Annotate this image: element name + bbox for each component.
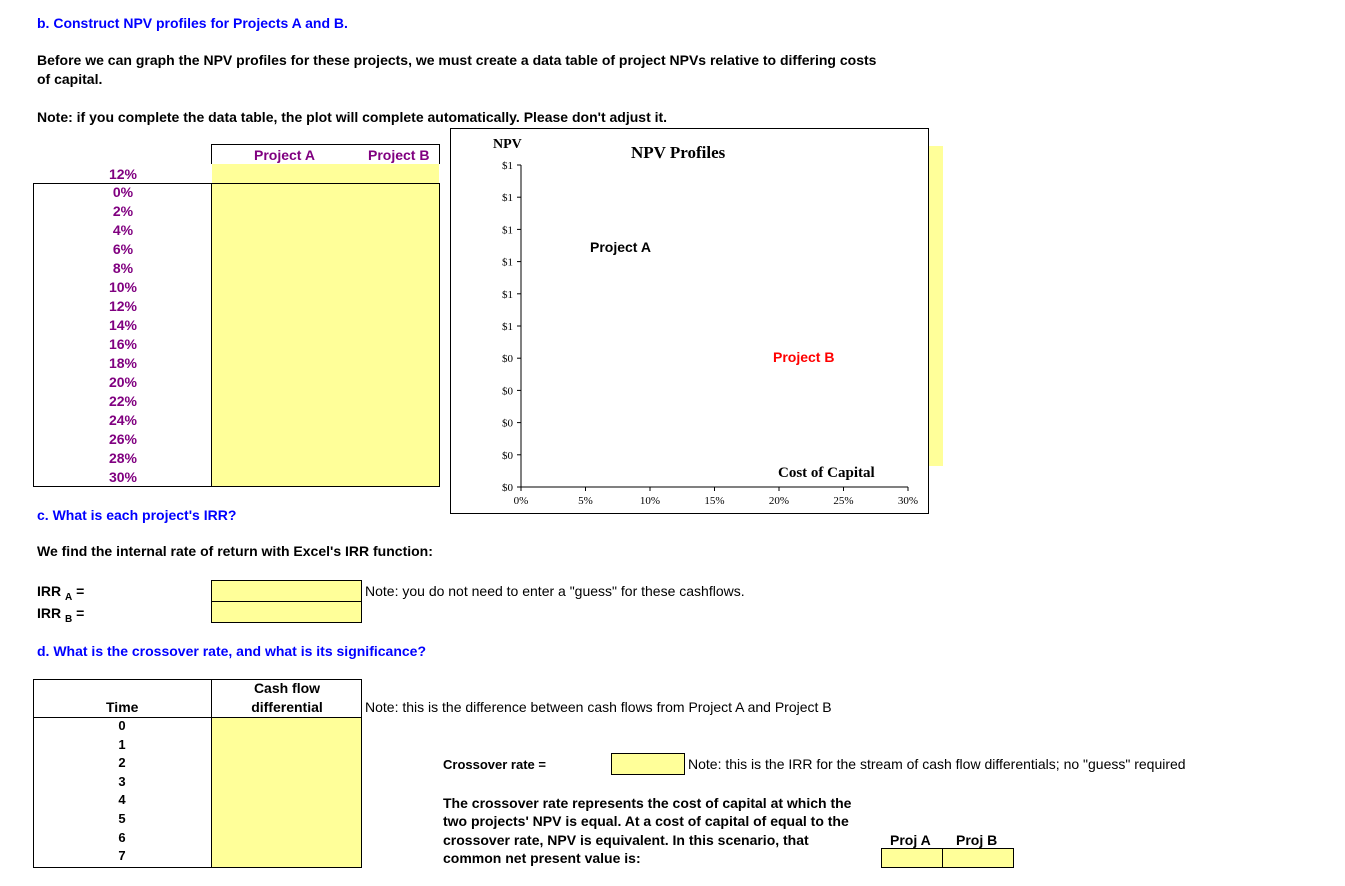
rate-cell: 0% bbox=[112, 184, 134, 200]
section-c-heading: c. What is each project's IRR? bbox=[37, 507, 237, 523]
chart-y-tick-label: $1 bbox=[502, 256, 513, 269]
irr-b-input[interactable] bbox=[211, 601, 362, 623]
proj-b-label: Proj B bbox=[956, 832, 998, 848]
hidden-cell-strip bbox=[929, 146, 943, 466]
time-cell: 6 bbox=[118, 829, 126, 845]
irr-a-label: IRR $_A$ = bbox=[37, 583, 85, 603]
cf-diff-input-cells[interactable] bbox=[212, 718, 361, 867]
common-npv-proj-b-input[interactable] bbox=[942, 848, 1014, 868]
section-b-intro-line1: Before we can graph the NPV profiles for these projects, we must create a data table of project NPVs relative to differing costs bbox=[37, 52, 877, 68]
section-b-heading: b. Construct NPV profiles for Projects A and B. bbox=[37, 15, 348, 31]
chart-y-tick-label: $1 bbox=[502, 192, 513, 205]
npv-table-header-rate: 12% bbox=[108, 166, 138, 182]
npv-table-input-cells[interactable] bbox=[212, 184, 439, 486]
chart-x-tick-label: 0% bbox=[513, 495, 529, 507]
npv-table-col-project-b: Project B bbox=[368, 147, 430, 163]
rate-cell: 16% bbox=[108, 336, 138, 352]
chart-y-tick-label: $1 bbox=[502, 224, 513, 237]
section-b-note: Note: if you complete the data table, the plot will complete automatically. Please don't adjust it. bbox=[37, 109, 668, 125]
rate-cell: 12% bbox=[108, 298, 138, 314]
common-npv-proj-a-input[interactable] bbox=[881, 848, 943, 868]
chart-y-tick-label: $0 bbox=[502, 353, 513, 366]
chart-x-tick-label: 15% bbox=[704, 495, 725, 507]
chart-y-tick-label: $0 bbox=[502, 449, 513, 462]
chart-y-tick-label: $0 bbox=[502, 385, 513, 398]
chart-y-tick-label: $1 bbox=[502, 160, 513, 172]
npv-table-col-project-a: Project A bbox=[254, 147, 315, 163]
crossover-para-line1: The crossover rate represents the cost of capital at which the bbox=[443, 795, 852, 811]
rate-cell: 18% bbox=[108, 355, 138, 371]
chart-x-tick-label: 10% bbox=[639, 495, 661, 507]
chart-y-tick-label: $1 bbox=[502, 321, 513, 333]
rate-cell: 10% bbox=[108, 279, 138, 295]
rate-cell: 30% bbox=[108, 469, 138, 485]
rate-cell: 20% bbox=[108, 374, 138, 390]
section-d-heading: d. What is the crossover rate, and what is its significance? bbox=[37, 643, 426, 659]
crossover-note: Note: this is the IRR for the stream of cash flow differentials; no "guess" required bbox=[688, 756, 1186, 772]
irr-b-label: IRR $_B$ = bbox=[37, 605, 85, 625]
rate-cell: 4% bbox=[112, 222, 134, 238]
rate-cell: 22% bbox=[108, 393, 138, 409]
chart-y-tick-label: $0 bbox=[502, 417, 513, 430]
irr-a-input[interactable] bbox=[211, 580, 362, 602]
chart-x-tick-label: 25% bbox=[833, 495, 854, 507]
rate-cell: 2% bbox=[112, 203, 134, 219]
time-cell: 0 bbox=[118, 718, 126, 733]
irr-note: Note: you do not need to enter a "guess" for these cashflows. bbox=[365, 583, 745, 599]
chart-label-project-b: Project B bbox=[773, 349, 835, 365]
time-cell: 7 bbox=[118, 848, 126, 864]
rate-cell: 24% bbox=[108, 412, 138, 428]
rate-cell: 8% bbox=[112, 260, 134, 276]
crossover-para-line3: crossover rate, NPV is equivalent. In this scenario, that bbox=[443, 832, 809, 848]
time-cell: 1 bbox=[118, 736, 126, 752]
chart-y-tick-label: $1 bbox=[502, 288, 513, 301]
chart-y-axis-label: NPV bbox=[493, 137, 522, 152]
chart-x-tick-label: 30% bbox=[897, 495, 919, 507]
chart-y-tick-label: $0 bbox=[502, 482, 513, 494]
npv-table-header-input[interactable] bbox=[212, 164, 439, 184]
crossover-rate-label: Crossover rate = bbox=[443, 757, 546, 772]
cf-diff-col-time: Time bbox=[106, 699, 139, 715]
cf-diff-col-cf-line1: Cash flow bbox=[253, 680, 321, 696]
time-cell: 2 bbox=[118, 755, 126, 771]
chart-title: NPV Profiles bbox=[631, 143, 726, 162]
cf-diff-note: Note: this is the difference between cash flows from Project A and Project B bbox=[365, 699, 832, 715]
cf-diff-col-cf-line2: differential bbox=[251, 699, 323, 715]
chart-x-tick-label: 5% bbox=[578, 495, 593, 507]
rate-cell: 26% bbox=[108, 431, 138, 447]
time-cell: 3 bbox=[118, 773, 126, 789]
time-cell: 5 bbox=[118, 811, 126, 826]
rate-cell: 14% bbox=[108, 317, 138, 333]
crossover-para-line4: common net present value is: bbox=[443, 850, 641, 866]
time-cell: 4 bbox=[118, 792, 126, 808]
rate-cell: 28% bbox=[108, 450, 138, 466]
section-c-text: We find the internal rate of return with Excel's IRR function: bbox=[37, 543, 433, 559]
chart-x-axis-label: Cost of Capital bbox=[778, 465, 875, 481]
crossover-para-line2: two projects' NPV is equal. At a cost of capital of equal to the bbox=[443, 813, 849, 829]
crossover-rate-input[interactable] bbox=[611, 753, 685, 775]
chart-label-project-a: Project A bbox=[590, 239, 651, 255]
section-b-intro-line2: of capital. bbox=[37, 71, 103, 87]
proj-a-label: Proj A bbox=[890, 832, 931, 848]
rate-cell: 6% bbox=[112, 241, 134, 257]
chart-x-tick-label: 20% bbox=[768, 495, 790, 507]
npv-chart-svg bbox=[451, 129, 928, 513]
npv-profiles-chart bbox=[450, 128, 929, 514]
